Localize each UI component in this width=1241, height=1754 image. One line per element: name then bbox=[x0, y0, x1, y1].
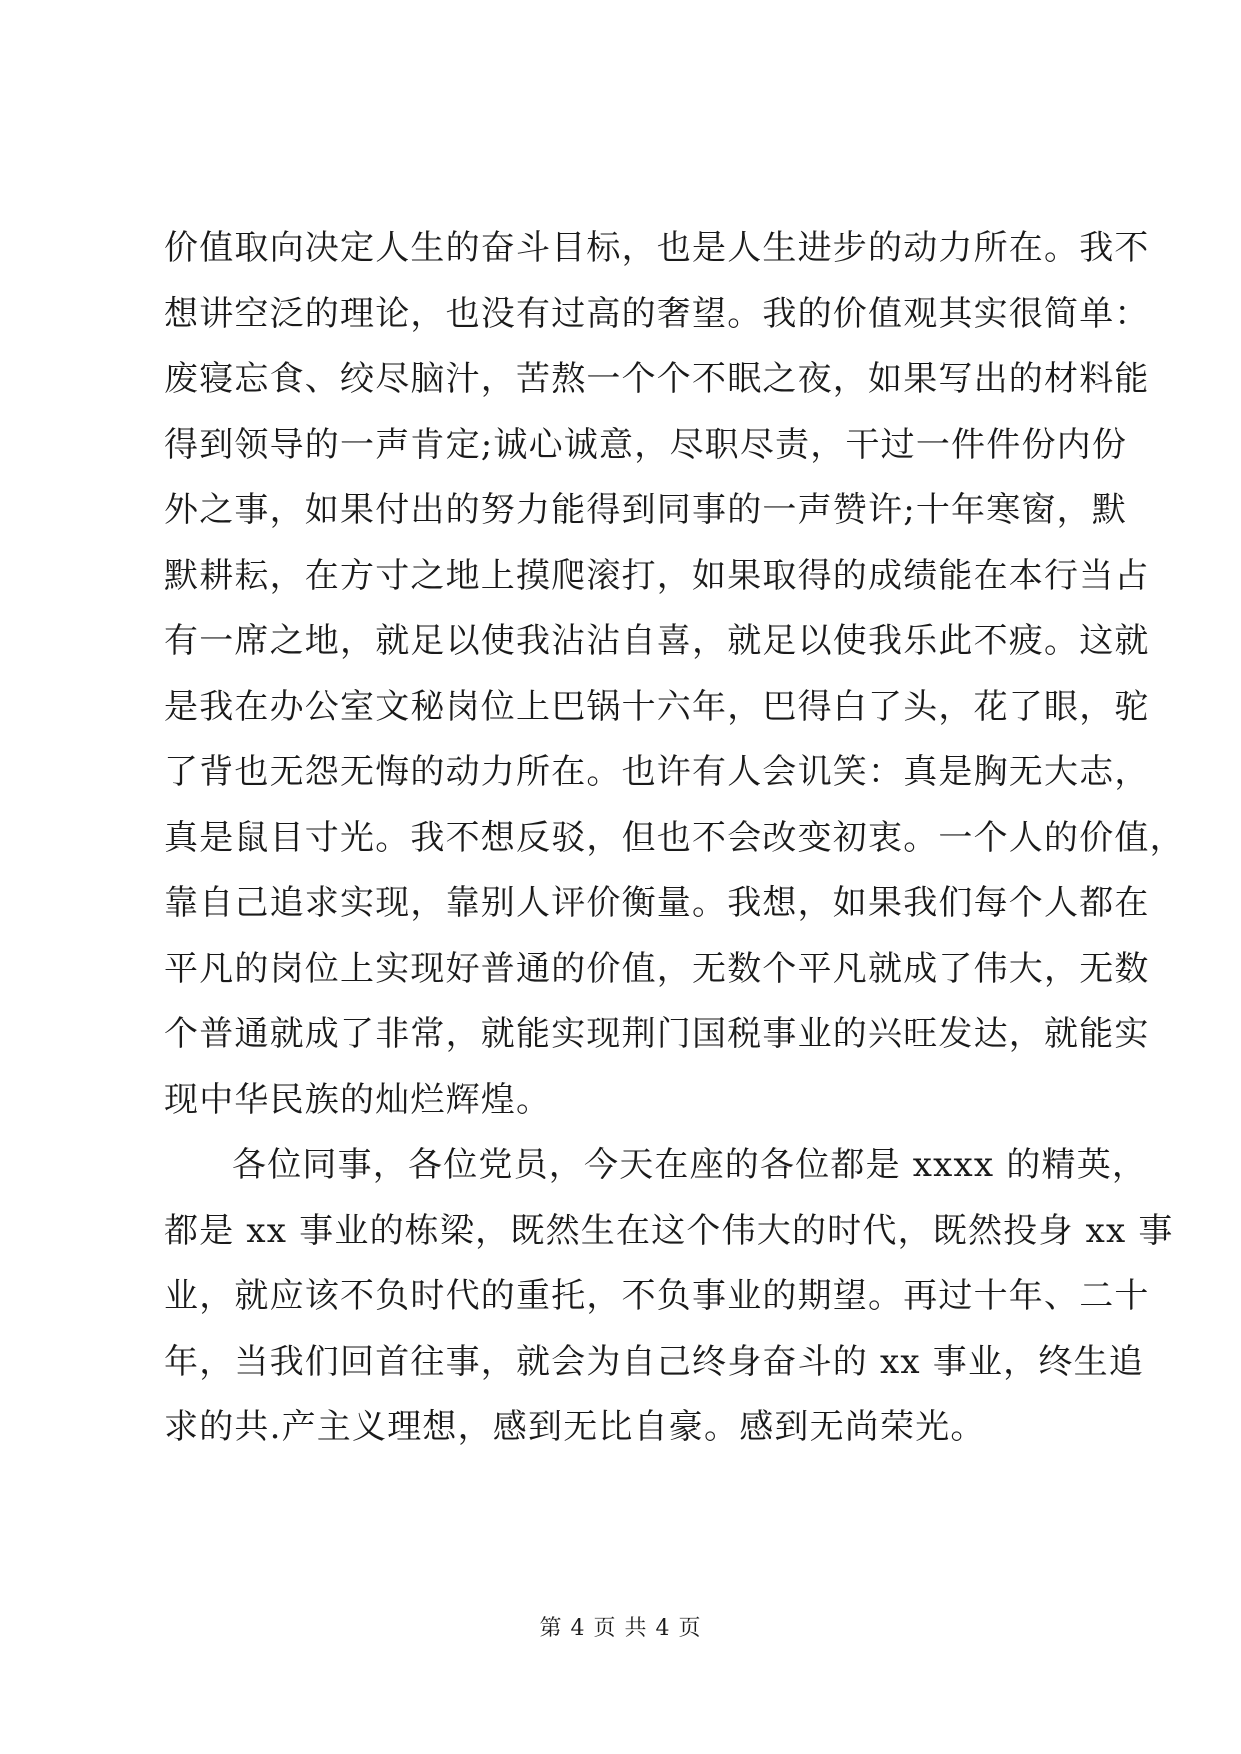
text-line: 年，当我们回首往事，就会为自己终身奋斗的 xx 事业，终生追 bbox=[164, 1341, 1144, 1382]
text-line: 是我在办公室文秘岗位上巴锅十六年，巴得白了头，花了眼，驼 bbox=[164, 686, 1150, 727]
text-line: 现中华民族的灿烂辉煌。 bbox=[164, 1079, 552, 1120]
text-line: 了背也无怨无悔的动力所在。也许有人会讥笑：真是胸无大志， bbox=[164, 752, 1150, 792]
text-line: 求的共.产主义理想，感到无比自豪。感到无尚荣光。 bbox=[164, 1407, 986, 1447]
text-line: 都是 xx 事业的栋梁，既然生在这个伟大的时代，既然投身 xx 事 bbox=[164, 1210, 1174, 1251]
text-line: 默耕耘，在方寸之地上摸爬滚打，如果取得的成绩能在本行当占 bbox=[164, 555, 1150, 596]
page-footer bbox=[0, 1616, 1241, 1642]
text-line: 真是鼠目寸光。我不想反驳，但也不会改变初衷。一个人的价值， bbox=[164, 817, 1185, 858]
text-line: 平凡的岗位上实现好普通的价值，无数个平凡就成了伟大，无数 bbox=[164, 948, 1150, 989]
text-line: 外之事，如果付出的努力能得到同事的一声赞许;十年寒窗，默 bbox=[164, 490, 1128, 530]
text-line: 想讲空泛的理论，也没有过高的奢望。我的价值观其实很简单： bbox=[164, 293, 1150, 334]
paragraph-start-line: 各位同事，各位党员，今天在座的各位都是 xxxx 的精英， bbox=[232, 1145, 1148, 1185]
text-line: 靠自己追求实现，靠别人评价衡量。我想，如果我们每个人都在 bbox=[164, 883, 1150, 923]
text-line: 个普通就成了非常，就能实现荆门国税事业的兴旺发达，就能实 bbox=[164, 1014, 1150, 1054]
text-line: 有一席之地，就足以使我沾沾自喜，就足以使我乐此不疲。这就 bbox=[164, 621, 1150, 661]
page-number: 第 4 页 共 4 页 bbox=[539, 1616, 702, 1641]
text-line: 价值取向决定人生的奋斗目标，也是人生进步的动力所在。我不 bbox=[164, 228, 1150, 268]
document-body bbox=[164, 228, 1185, 1475]
text-line: 得到领导的一声肯定;诚心诚意，尽职尽责，干过一件件份内份 bbox=[164, 424, 1128, 465]
text-line: 废寝忘食、绞尽脑汁，苦熬一个个不眠之夜，如果写出的材料能 bbox=[164, 359, 1150, 399]
text-line: 业，就应该不负时代的重托，不负事业的期望。再过十年、二十 bbox=[164, 1276, 1150, 1316]
